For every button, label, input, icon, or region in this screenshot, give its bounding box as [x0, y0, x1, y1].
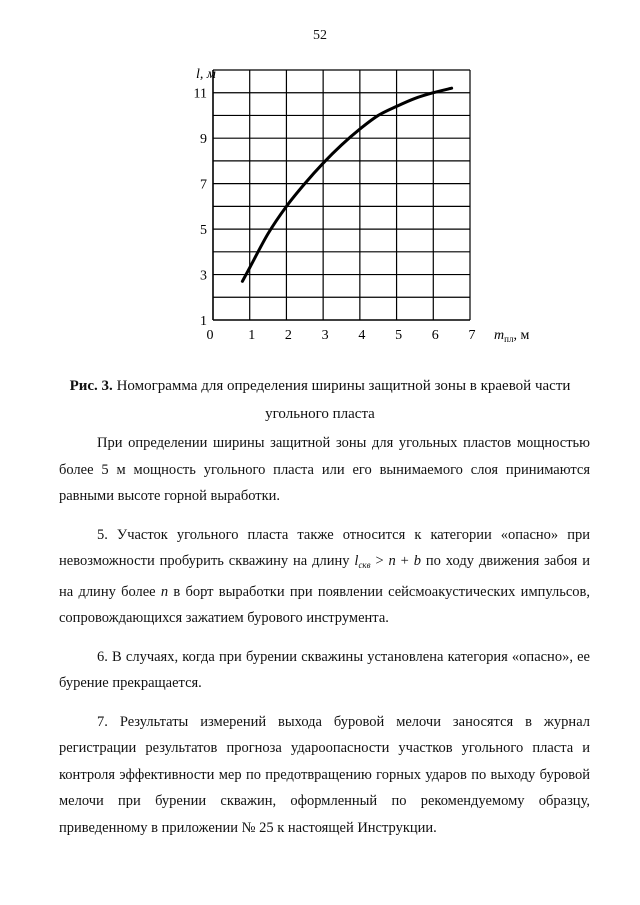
x-axis-label: [494, 328, 529, 344]
paragraph-1: При определении ширины защитной зоны для угольных пластов мощностью более 5 м мощность угольного пласта или его вынимаемого слоя принимаются равными высоте горной выработки.: [59, 435, 590, 504]
y-tick-label: 9: [200, 132, 207, 148]
chart-grid: [213, 70, 470, 320]
x-tick-label: 7: [468, 328, 476, 343]
x-tick-label: 3: [321, 328, 329, 343]
x-tick-label: 4: [358, 328, 366, 343]
y-tick-label: 11: [193, 86, 207, 102]
y-tick-label: 5: [200, 223, 207, 239]
paragraph-2: 5. Участок угольного пласта также относится к категории «опасно» при невозможности пробурить скважину на длину $l_{скв} > n + b$ по ходу движения забоя и на длину более n в борт выработки при появлении сейсмоакустических импульсов, сопровождающихся зажатием бурового инструмента.: [59, 526, 591, 626]
body-text: [59, 430, 590, 853]
x-tick-label: 2: [284, 328, 292, 343]
y-tick-label: 3: [200, 268, 207, 284]
caption-text: Номограмма для определения ширины защитной зоны в краевой части угольного пласта: [112, 378, 571, 422]
x-tick-label: 0: [206, 328, 214, 343]
y-tick-label: 1: [200, 314, 207, 329]
page-number: 52: [313, 28, 327, 43]
x-axis-label-unit: , м: [513, 328, 530, 343]
x-axis-label-var: m: [494, 328, 505, 343]
nomogram-chart: [0, 0, 640, 360]
paragraph-3: 6. В случаях, когда при бурении скважины установлена категория «опасно», ее бурение прекращается.: [59, 648, 590, 691]
paragraph-4: 7. Результаты измерений выхода буровой мелочи заносятся в журнал регистрации результатов прогноза удароопасности участков угольного пласта и контроля эффективности мер по предотвращению горных ударов по выходу буровой мелочи при бурении скважин, оформленный по рекомендуемому образцу, приведенному в приложении № 25 к настоящей Инструкции.: [59, 713, 590, 836]
y-tick-label: 7: [200, 177, 207, 193]
x-tick-label: 6: [431, 328, 439, 343]
y-axis-label: l, м: [196, 67, 216, 82]
x-tick-label: 5: [395, 328, 403, 343]
x-axis-label-sub: пл: [504, 334, 514, 344]
figure-caption: [60, 372, 580, 428]
caption-label: Рис. 3.: [69, 378, 113, 394]
x-tick-label: 1: [248, 328, 256, 343]
